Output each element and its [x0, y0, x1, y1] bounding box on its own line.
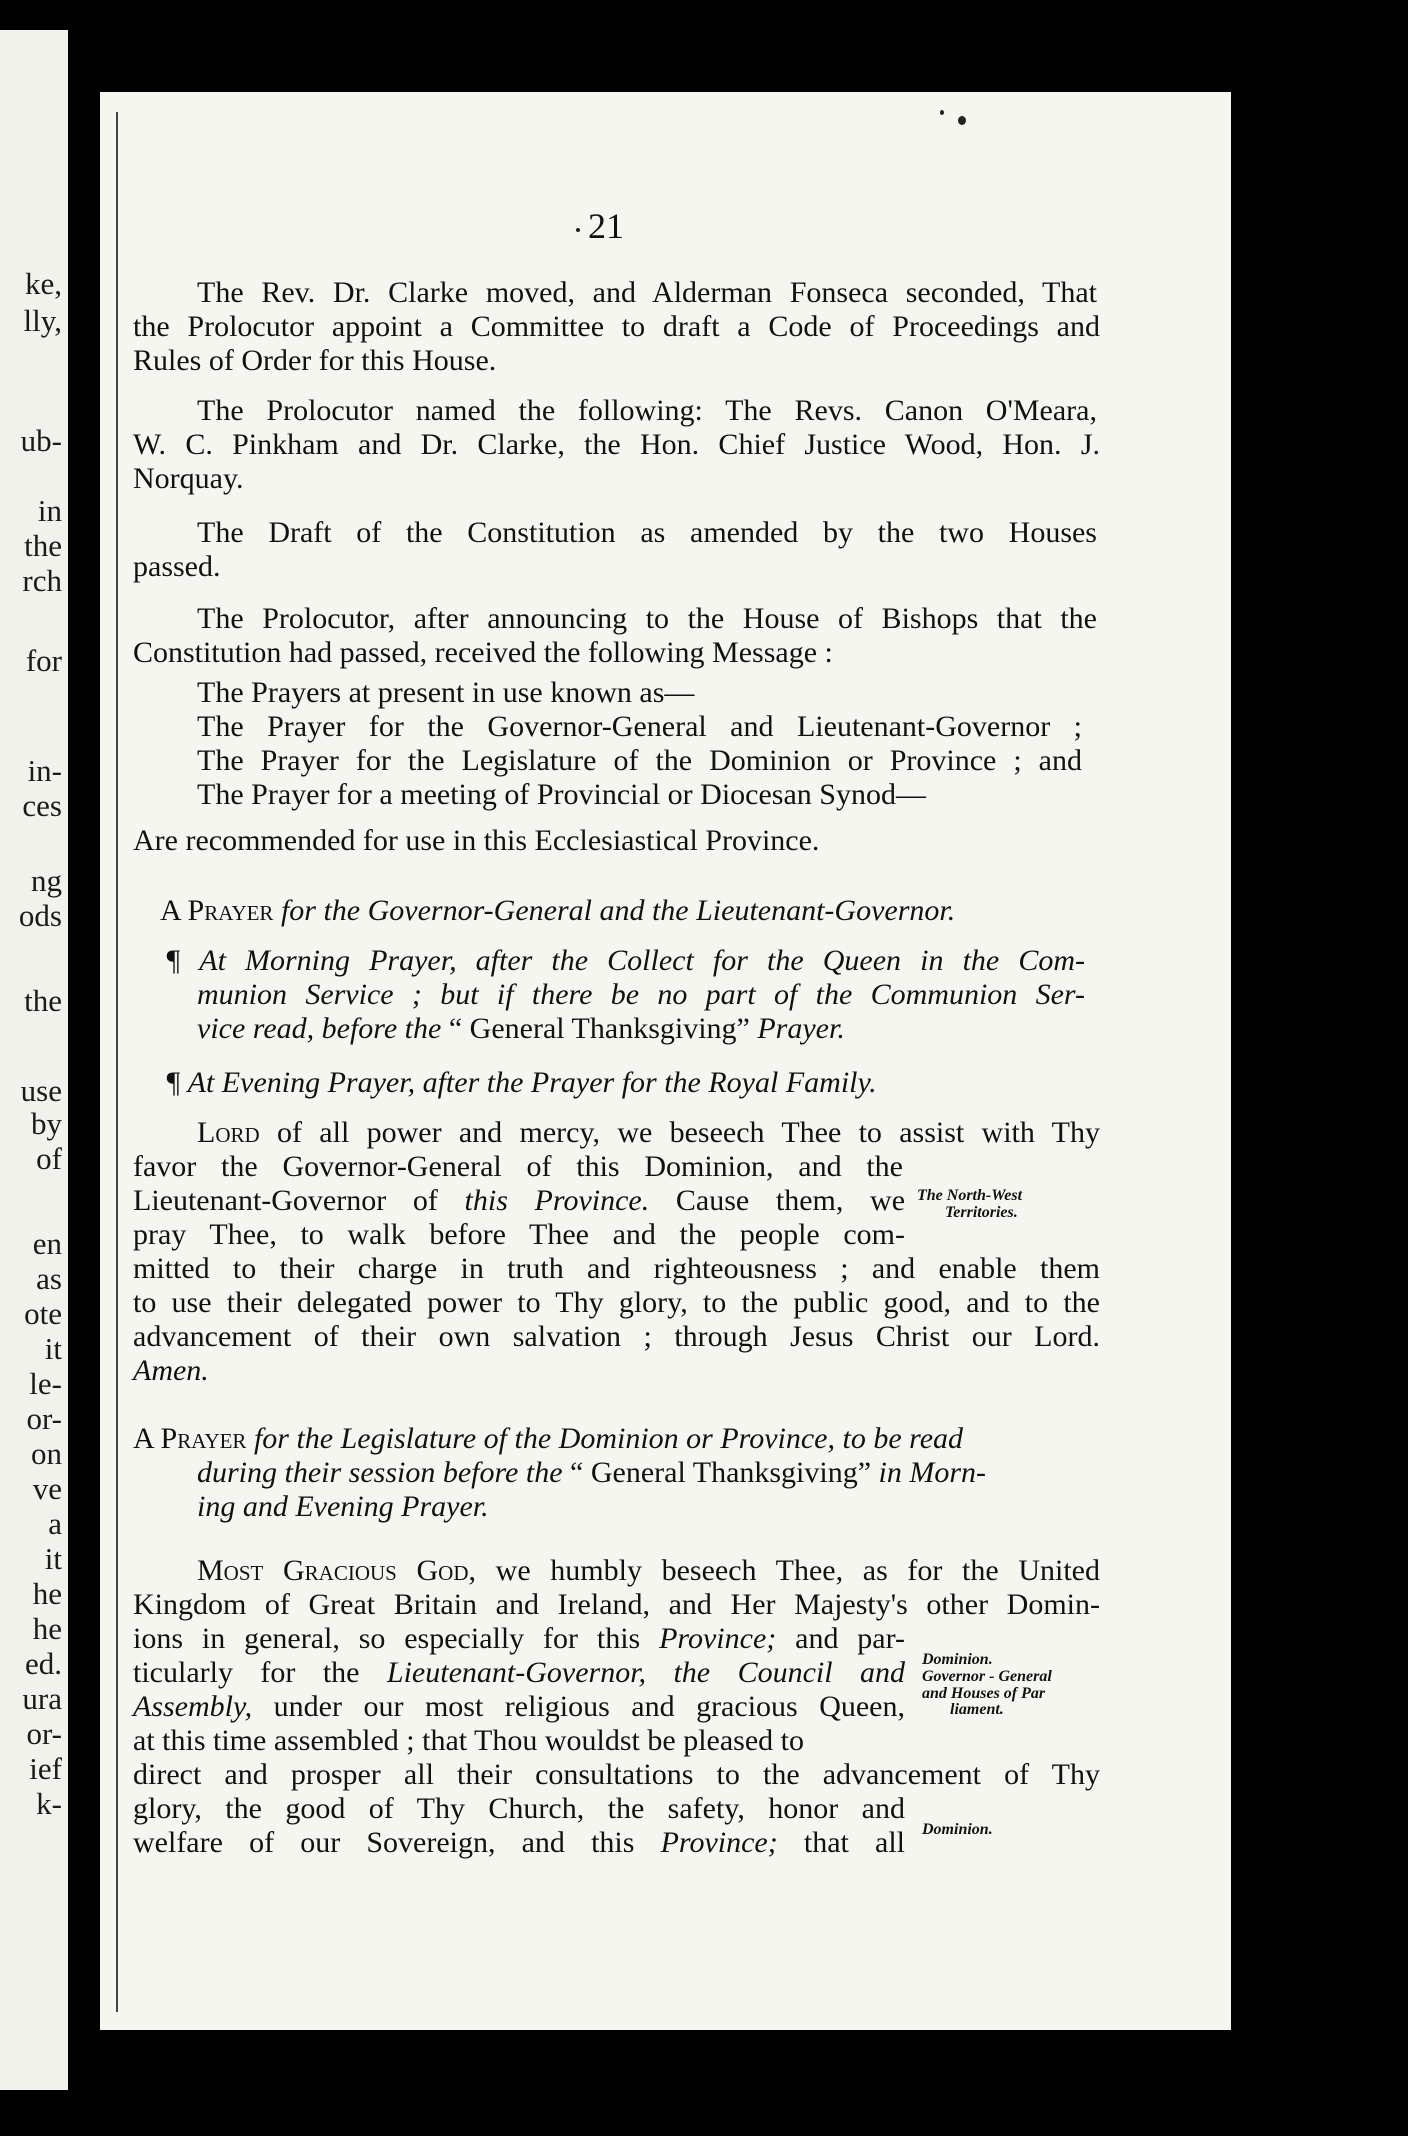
scan-speck	[940, 110, 944, 115]
margin-note-line: Dominion.	[922, 1651, 993, 1668]
prayer-text: we humbly beseech Thee, as for the United	[476, 1554, 1100, 1587]
left-fragment: for	[25, 643, 62, 678]
prayer-text: Lieutenant-Governor of	[133, 1184, 465, 1217]
left-fragment: use	[20, 1073, 62, 1108]
prayer-text: and par-	[776, 1622, 905, 1655]
margin-note-line: Territories.	[945, 1203, 1018, 1221]
prayer-line: pray Thee, to walk before Thee and the people com-	[133, 1218, 905, 1251]
left-fragment: en	[32, 1226, 62, 1261]
prayer-heading	[160, 896, 955, 926]
prayer-text: under our most religious and gracious Queen,	[252, 1690, 905, 1723]
left-fragment: or-	[26, 1716, 62, 1751]
left-fragment: ed.	[24, 1646, 62, 1681]
left-fragment: ote	[24, 1296, 62, 1331]
prayer-text: that all	[777, 1826, 905, 1859]
prayer-heading: ing and Evening Prayer.	[197, 1490, 489, 1523]
prayer-first-word: Lord	[197, 1116, 260, 1149]
prayer-italic: Lieutenant-Governor, the Council and	[386, 1656, 905, 1689]
prayer-line	[133, 1186, 905, 1216]
prayer-text: ions in general, so especially for this	[133, 1622, 660, 1655]
left-fragment: in	[37, 493, 62, 528]
left-fragment: ve	[32, 1471, 62, 1506]
margin-note-line: and Houses of Par	[922, 1684, 1046, 1702]
prayer-line: mitted to their charge in truth and righteousness ; and enable them	[133, 1252, 1100, 1285]
prayer-text: welfare of our Sovereign, and this	[133, 1826, 661, 1859]
heading-lead: A Prayer	[160, 894, 274, 927]
rubric-italic: Prayer.	[749, 1012, 845, 1045]
left-fragment: on	[31, 1436, 62, 1471]
prayer-line: glory, the good of Thy Church, the safety, honor and	[133, 1792, 905, 1825]
rubric-line	[197, 1014, 845, 1044]
margin-note	[922, 1652, 1052, 1719]
body-line: The Rev. Dr. Clarke moved, and Alderman Fonseca seconded, That	[197, 276, 1097, 309]
margin-note-line: Dominion.	[922, 1821, 993, 1838]
prayer-italic: this Province.	[464, 1184, 650, 1217]
prayer-italic: Province;	[660, 1826, 778, 1859]
prayer-line	[197, 1556, 1100, 1586]
scan-speck	[958, 116, 966, 125]
left-fragment: the	[24, 983, 62, 1018]
body-line: Rules of Order for this House.	[133, 344, 497, 377]
heading-roman: “ General Thanksgiving”	[570, 1456, 872, 1489]
margin-note-line: Governor - General	[922, 1667, 1052, 1685]
heading-italic: in Morn-	[871, 1456, 987, 1489]
left-fragment: ke,	[24, 266, 62, 301]
prayer-line	[133, 1624, 905, 1654]
rubric-line: ¶ At Morning Prayer, after the Collect for the Queen in the Com-	[165, 944, 1085, 977]
prayer-line	[133, 1658, 905, 1688]
prayer-opening: Most Gracious God,	[197, 1554, 476, 1587]
left-fragment: by	[31, 1106, 62, 1141]
book-gutter	[68, 0, 100, 2136]
prayer-line	[133, 1692, 905, 1722]
left-fragment: le-	[29, 1366, 62, 1401]
left-fragment: lly,	[23, 303, 62, 338]
left-fragment: ces	[22, 788, 62, 823]
prayer-line: favor the Governor-General of this Dominion, and the	[133, 1150, 903, 1183]
body-line: Constitution had passed, received the following Message :	[133, 636, 833, 669]
prayer-line	[197, 1118, 1100, 1148]
page-number: 21	[588, 206, 624, 246]
prayer-heading	[197, 1458, 986, 1488]
margin-note-line: The North-West	[917, 1187, 1023, 1204]
body-line: Are recommended for use in this Ecclesiastical Province.	[133, 824, 820, 857]
left-fragment: he	[32, 1576, 62, 1611]
body-line: Norquay.	[133, 462, 244, 495]
left-fragment: of	[36, 1141, 62, 1176]
prayer-line: Kingdom of Great Britain and Ireland, and Her Majesty's other Domin-	[133, 1588, 1100, 1621]
left-fragment: he	[32, 1611, 62, 1646]
left-fragment: or-	[26, 1401, 62, 1436]
left-fragment: ub-	[20, 423, 62, 458]
body-line: passed.	[133, 550, 221, 583]
heading-italic: during their session before the	[197, 1456, 571, 1489]
prayer-line	[133, 1828, 905, 1858]
prayer-italic: Province;	[659, 1622, 777, 1655]
prayer-line: to use their delegated power to Thy glory, to the public good, and to the	[133, 1286, 1100, 1319]
prayer-list-item: The Prayer for the Legislature of the Dominion or Province ; and	[197, 744, 1082, 777]
prayer-list-item: The Prayers at present in use known as—	[197, 676, 695, 709]
left-fragment: ng	[31, 863, 62, 898]
margin-note	[922, 1822, 993, 1839]
left-fragment: rch	[22, 563, 62, 598]
prayer-text: of all power and mercy, we beseech Thee to assist with Thy	[259, 1116, 1100, 1149]
left-fragment: ods	[18, 898, 62, 933]
prayer-amen: Amen.	[133, 1354, 209, 1387]
prayer-text: ticularly for the	[133, 1656, 387, 1689]
left-facing-page	[0, 30, 68, 2090]
body-line: The Draft of the Constitution as amended by the two Houses	[197, 516, 1097, 549]
body-line: The Prolocutor named the following: The Revs. Canon O'Meara,	[197, 394, 1097, 427]
heading-title: for the Legislature of the Dominion or Province, to be read	[246, 1422, 964, 1455]
left-fragment: ief	[29, 1751, 62, 1786]
scan-speck	[576, 228, 580, 232]
prayer-text: Cause them, we	[649, 1184, 906, 1217]
left-fragment: as	[36, 1261, 62, 1296]
page-edge-rule	[116, 112, 118, 2012]
margin-note	[917, 1188, 1022, 1222]
prayer-italic: Assembly,	[133, 1690, 253, 1723]
body-line: W. C. Pinkham and Dr. Clarke, the Hon. Chief Justice Wood, Hon. J.	[133, 428, 1100, 461]
left-fragment: k-	[36, 1786, 62, 1821]
heading-title: for the Governor-General and the Lieutenant-Governor.	[273, 894, 956, 927]
rubric-line: munion Service ; but if there be no part of the Communion Ser-	[197, 978, 1085, 1011]
left-fragment: it	[44, 1541, 62, 1576]
prayer-line: direct and prosper all their consultations to the advancement of Thy	[133, 1758, 1100, 1791]
rubric-line: ¶ At Evening Prayer, after the Prayer for the Royal Family.	[165, 1066, 877, 1099]
prayer-heading	[133, 1424, 963, 1454]
prayer-line: advancement of their own salvation ; through Jesus Christ our Lord.	[133, 1320, 1100, 1353]
rubric-roman: “ General Thanksgiving”	[448, 1012, 750, 1045]
prayer-list-item: The Prayer for a meeting of Provincial or Diocesan Synod—	[197, 778, 926, 811]
body-line: The Prolocutor, after announcing to the House of Bishops that the	[197, 602, 1097, 635]
left-fragment: the	[24, 528, 62, 563]
left-fragment: a	[48, 1506, 62, 1541]
left-fragment: in-	[27, 753, 62, 788]
left-fragment: it	[44, 1331, 62, 1366]
heading-lead: A Prayer	[133, 1422, 247, 1455]
prayer-line: at this time assembled ; that Thou wouldst be pleased to	[133, 1724, 805, 1757]
margin-note-line: liament.	[950, 1701, 1004, 1719]
left-fragment: ura	[22, 1681, 62, 1716]
body-line: the Prolocutor appoint a Committee to draft a Code of Proceedings and	[133, 310, 1100, 343]
rubric-italic: vice read, before the	[197, 1012, 449, 1045]
prayer-list-item: The Prayer for the Governor-General and Lieutenant-Governor ;	[197, 710, 1082, 743]
